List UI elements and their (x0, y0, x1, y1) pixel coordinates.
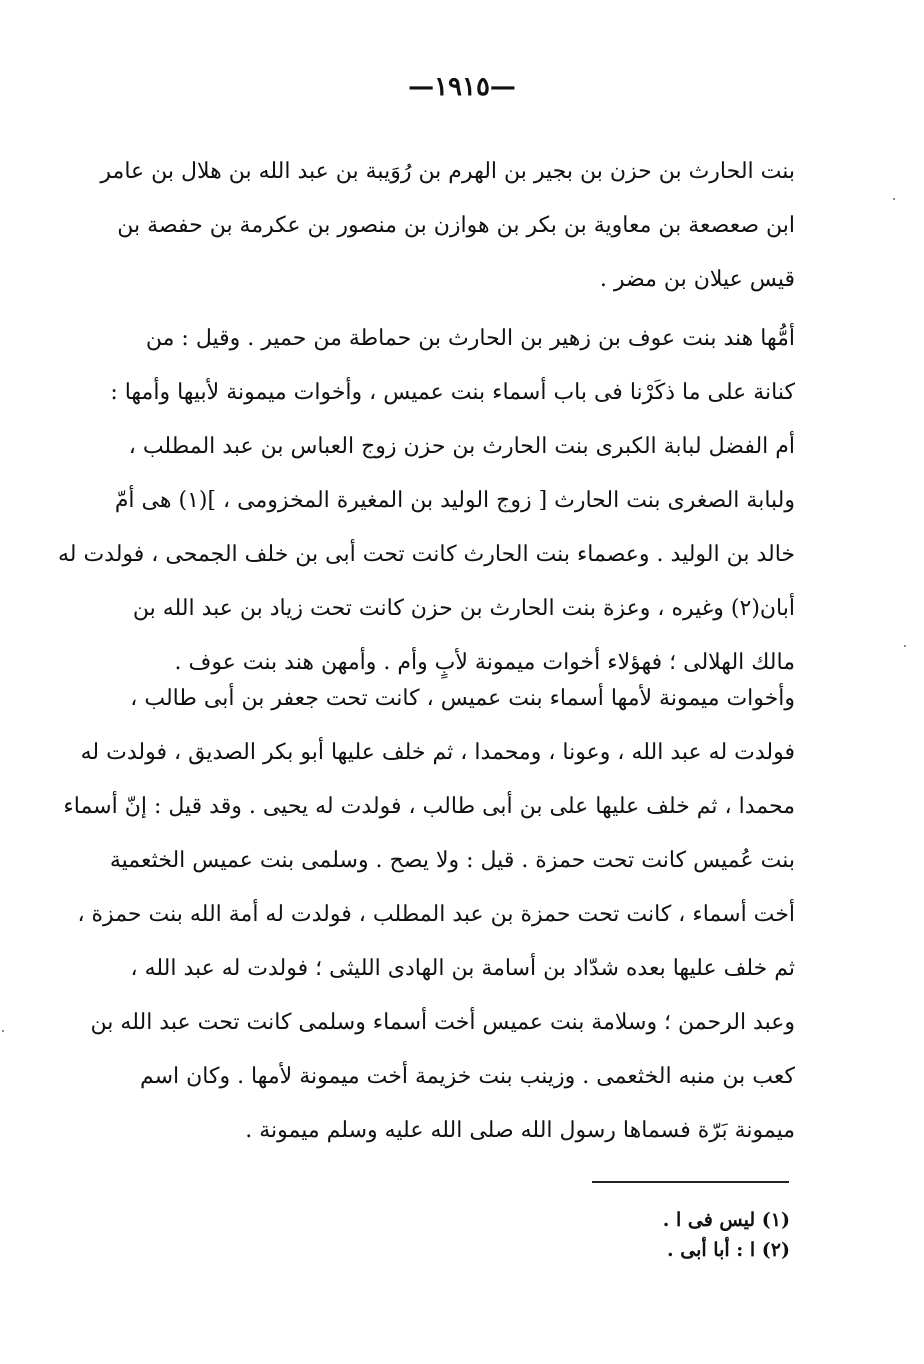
paragraph-3 (63, 672, 795, 1158)
text-line: مالك الهلالى ؛ فهؤلاء أخوات ميمونة لأبٍ وأم . وأمهن هند بنت عوف . (174, 650, 795, 675)
footnote-2: (٢) ا : أبا أبى . (667, 1239, 790, 1261)
paragraph-2 (57, 312, 795, 690)
text-line: ابن صعصعة بن معاوية بن بكر بن هوازن بن منصور بن عكرمة بن حفصة بن (117, 213, 795, 238)
text-line: كعب بن منبه الخثعمى . وزينب بنت خزيمة أخت ميمونة لأمها . وكان اسم (139, 1064, 795, 1089)
text-line: ولبابة الصغرى بنت الحارث [ زوج الوليد بن المغيرة المخزومى ، ](١) هى أمّ (114, 488, 795, 513)
text-line: خالد بن الوليد . وعصماء بنت الحارث كانت تحت أبى بن خلف الجمحى ، فولدت له (57, 542, 795, 567)
text-line: أمُّها هند بنت عوف بن زهير بن الحارث بن حماطة من حمير . وقيل : من (145, 326, 795, 351)
text-line: بنت الحارث بن حزن بن بجير بن الهرم بن رُوَيبة بن عبد الله بن هلال بن عامر (100, 159, 795, 184)
text-line: بنت عُميس كانت تحت حمزة . قيل : ولا يصح . وسلمى بنت عميس الخثعمية (109, 848, 795, 873)
text-line: فولدت له عبد الله ، وعونا ، ومحمدا ، ثم خلف عليها أبو بكر الصديق ، فولدت له (80, 740, 795, 765)
footnotes (560, 1205, 790, 1265)
paragraph-1 (100, 145, 795, 307)
text-line: وعبد الرحمن ؛ وسلامة بنت عميس أخت أسماء وسلمى كانت تحت عبد الله بن (90, 1010, 795, 1035)
text-line: محمدا ، ثم خلف عليها على بن أبى طالب ، فولدت له يحيى . وقد قيل : إنّ أسماء (63, 794, 795, 819)
footnote-1: (١) ليس فى ا . (662, 1209, 790, 1231)
text-line: أم الفضل لبابة الكبرى بنت الحارث بن حزن زوج العباس بن عبد المطلب ، (128, 434, 795, 459)
scan-speck (893, 198, 895, 200)
text-line: قيس عيلان بن مضر . (599, 267, 795, 292)
text-line: ثم خلف عليها بعده شدّاد بن أسامة بن الهادى الليثى ؛ فولدت له عبد الله ، (130, 956, 795, 981)
text-line: كنانة على ما ذكَرْنا فى باب أسماء بنت عميس ، وأخوات ميمونة لأبيها وأمها : (110, 380, 795, 405)
text-line: ميمونة بَرّة فسماها رسول الله صلى الله عليه وسلم ميمونة . (245, 1118, 795, 1143)
text-line: وأخوات ميمونة لأمها أسماء بنت عميس ، كانت تحت جعفر بن أبى طالب ، (130, 686, 795, 711)
footnote-divider (592, 1181, 789, 1183)
scan-speck (904, 645, 906, 647)
text-line: أبان(٢) وغيره ، وعزة بنت الحارث بن حزن كانت تحت زياد بن عبد الله بن (132, 596, 795, 621)
page-number: —١٩١٥— (408, 72, 516, 102)
text-line: أخت أسماء ، كانت تحت حمزة بن عبد المطلب ، فولدت له أمة الله بنت حمزة ، (77, 902, 795, 927)
scan-speck (2, 1030, 4, 1032)
